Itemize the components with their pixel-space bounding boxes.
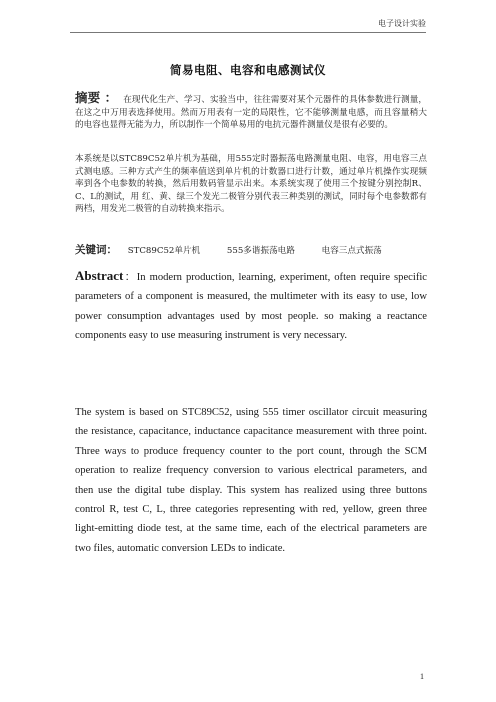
chinese-abstract	[75, 92, 427, 132]
keyword-item: STC89C52单片机	[127, 246, 201, 256]
keyword-item: 电容三点式振荡	[321, 246, 382, 256]
header-divider	[70, 32, 426, 33]
running-header: 电子设计实验	[378, 19, 426, 28]
english-abstract	[75, 266, 427, 346]
english-abstract-paragraph-2: The system is based on STC89C52, using 555 timer oscillator circuit measuring the resistance, capacitance, inductance capacitance measurement with three point. Three ways to produce frequency counter to the port count, through the SCM operation to realize frequency conversion to various electrical parameters, and then use the digital tube display. This system has realized using three buttons control R, test C, L, three categories representing with red, yellow, green three light-emitting diode test, at the same time, each of the electrical parameters are two files, automatic conversion LEDs to indicate.	[75, 407, 427, 554]
english-abstract-paragraph-1: ：In modern production, learning, experiment, often require specific parameters of a component is measured, the multimeter with its easy to use, low power consumption advantages used by most people. so making a reactance components easy to use measuring instrument is very necessary.	[75, 272, 427, 342]
abstract-label: 摘要 ：	[75, 90, 118, 105]
keyword-item: 555多谐振荡电路	[226, 246, 295, 256]
keywords-line	[75, 242, 427, 257]
page-number: 1	[420, 672, 424, 681]
document-title: 简易电阻、电容和电感测试仪	[170, 63, 326, 77]
english-abstract-label: Abstract	[75, 268, 124, 283]
keywords-label: 关键词：	[75, 244, 117, 256]
abstract-paragraph-1: 在现代化生产、学习、实验当中，往往需要对某个元器件的具体参数进行测量，在这之中万用表选择使用。然而万用表有一定的局限性，它不能够测量电感，而且容量稍大的电容也显得无能为力，所以制作一个简单易用的电抗元器件测量仪是很有必要的。	[75, 95, 427, 131]
chinese-abstract-paragraph-2: 本系统是以STC89C52单片机为基础，用555定时器振荡电路测量电阻、电容，用电容三点式测电感。三种方式产生的频率值送到单片机的计数器口进行计数，通过单片机操作实现频率到各个电参数的转换，然后用数码管显示出来。本系统实现了使用三个按键分别控制R、C、L的测试，用 红、黄、绿三个发光二极管分别代表三种类别的测试，同时每个电参数都有两档，用发光二极管的自动转换来指示。	[75, 154, 427, 215]
